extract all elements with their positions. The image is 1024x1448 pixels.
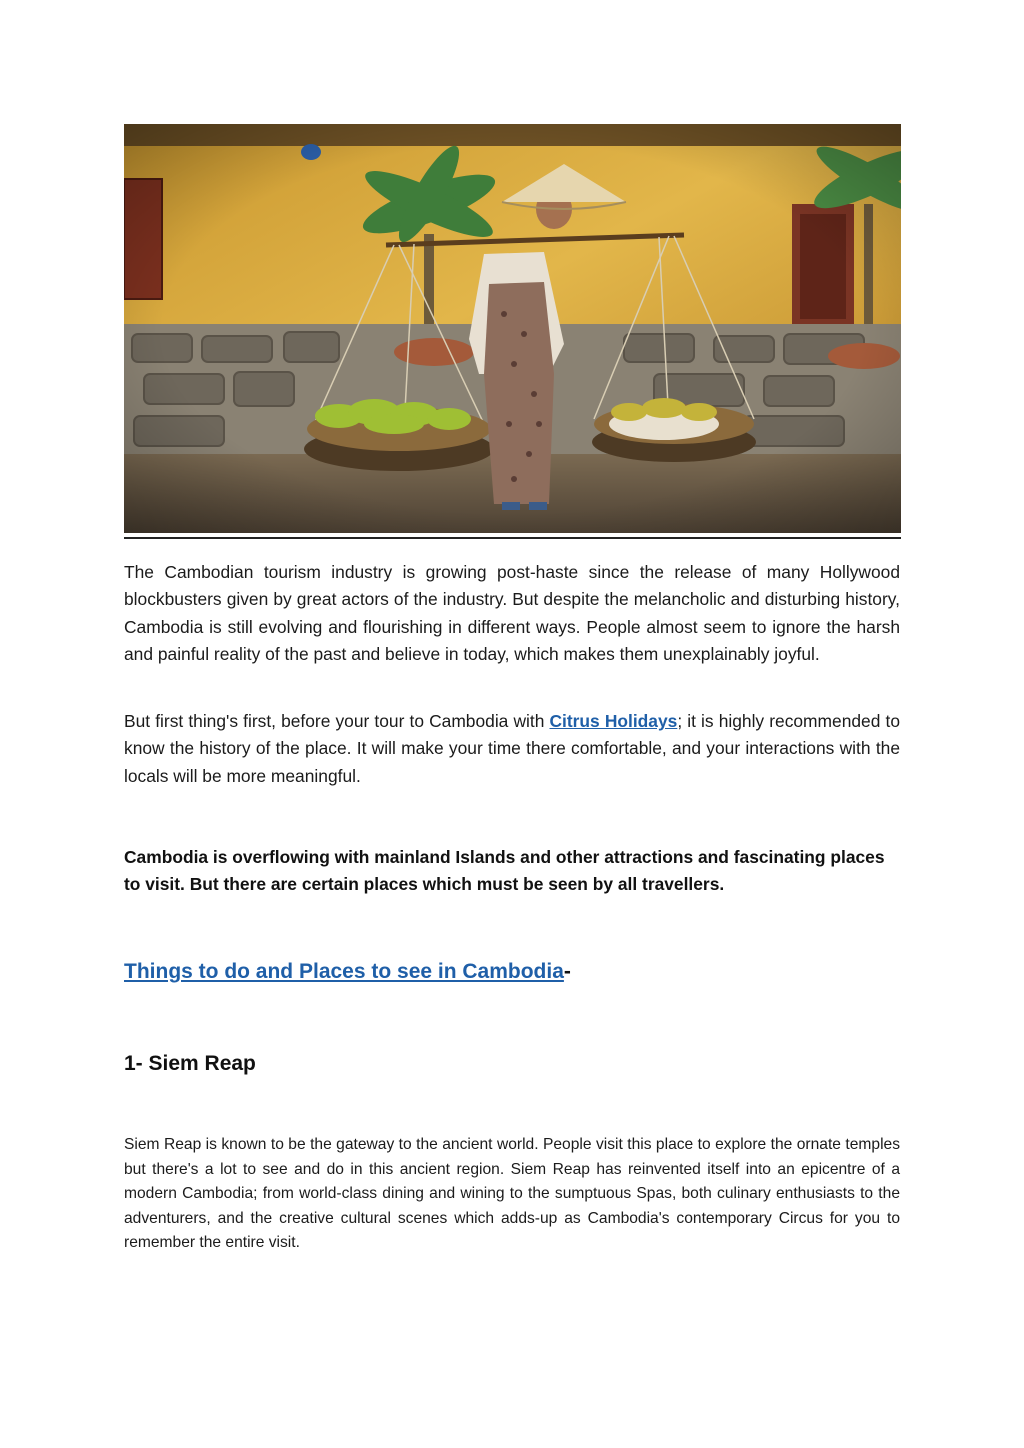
- things-to-do-heading: [124, 958, 571, 986]
- heading-suffix: -: [563, 960, 571, 983]
- intro-paragraph-2-text-a: But first thing's first, before your tour to Cambodia with: [124, 711, 550, 731]
- section-title-siem-reap: 1- Siem Reap: [124, 1052, 256, 1075]
- intro-paragraph-2-text-b: ; it is highly recommended to know the history of the place. It will make your time there comfortable, and your interactions with the locals will be more meaningful.: [124, 711, 900, 786]
- things-to-do-link[interactable]: Things to do and Places to see in Cambodia: [124, 960, 564, 983]
- highlight-paragraph: Cambodia is overflowing with mainland Islands and other attractions and fascinating places to visit. But there are certain places which must be seen by all travellers.: [124, 847, 885, 895]
- intro-paragraph: The Cambodian tourism industry is growing post-haste since the release of many Hollywood blockbusters given by great actors of the industry. But despite the melancholic and disturbing history, Cambodia is still evolving and flourishing in different ways. People almost seem to ignore the harsh and painful reality of the past and believe in today, which makes them unexplainably joyful.: [124, 562, 900, 665]
- intro-paragraph-2: [124, 708, 900, 790]
- cambodia-street-vendor-photo: [124, 124, 901, 533]
- siem-reap-paragraph: Siem Reap is known to be the gateway to the ancient world. People visit this place to explore the ornate temples but there's a lot to see and do in this ancient region. Siem Reap has reinvented itself into an epicentre of a modern Cambodia; from world-class dining and wining to the sumptuous Spas, both culinary enthusiasts to the adventurers, and the creative cultural scenes which adds-up as Cambodia's contemporary Circus for you to remember the entire visit.: [124, 1136, 900, 1252]
- citrus-holidays-link[interactable]: Citrus Holidays: [549, 711, 678, 731]
- image-bottom-rule: [124, 537, 901, 539]
